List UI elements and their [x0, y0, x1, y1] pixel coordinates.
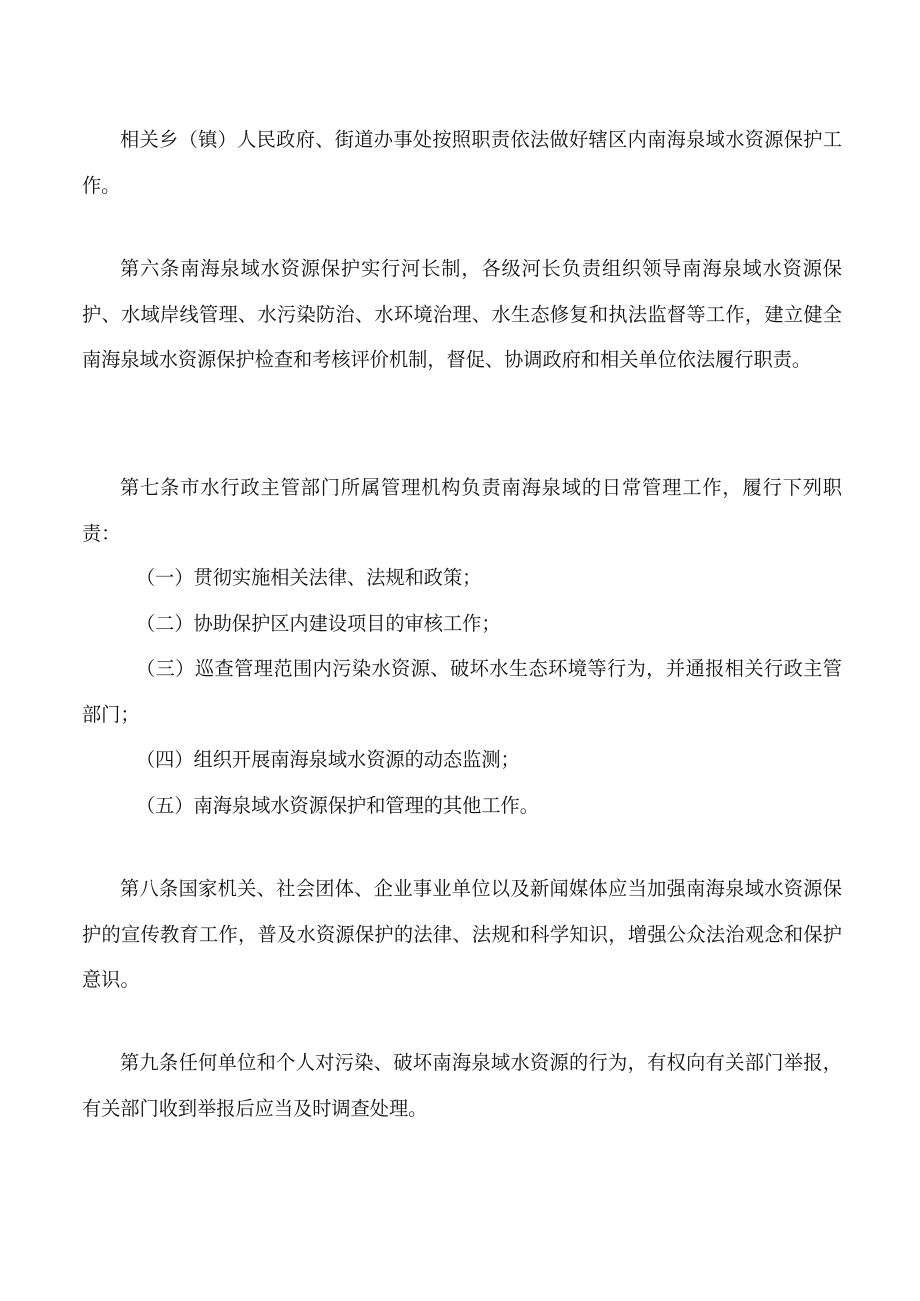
paragraph-article-7: 第七条市水行政主管部门所属管理机构负责南海泉域的日常管理工作，履行下列职责： — [82, 476, 842, 545]
duty-item-4: （四）组织开展南海泉域水资源的动态监测； — [136, 748, 520, 771]
duty-item-2: （二）协助保护区内建设项目的审核工作； — [136, 612, 501, 635]
duty-item-1: （一）贯彻实施相关法律、法规和政策； — [136, 566, 482, 589]
paragraph-article-9: 第九条任何单位和个人对污染、破坏南海泉域水资源的行为，有权向有关部门举报，有关部门收到举报后应当及时调查处理。 — [82, 1051, 842, 1120]
paragraph-article-6: 第六条南海泉域水资源保护实行河长制，各级河长负责组织领导南海泉域水资源保护、水域岸线管理、水污染防治、水环境治理、水生态修复和执法监督等工作，建立健全南海泉域水资源保护检查和考核评价机制，督促、协调政府和相关单位依法履行职责。 — [82, 257, 842, 371]
duty-item-5: （五）南海泉域水资源保护和管理的其他工作。 — [136, 794, 539, 817]
paragraph-article-8: 第八条国家机关、社会团体、企业事业单位以及新闻媒体应当加强南海泉域水资源保护的宣传教育工作，普及水资源保护的法律、法规和科学知识，增强公众法治观念和保护意识。 — [82, 877, 842, 991]
paragraph-township-duties: 相关乡（镇）人民政府、街道办事处按照职责依法做好辖区内南海泉域水资源保护工作。 — [82, 128, 842, 197]
duty-item-3: （三）巡查管理范围内污染水资源、破坏水生态环境等行为，并通报相关行政主管部门； — [82, 657, 842, 726]
